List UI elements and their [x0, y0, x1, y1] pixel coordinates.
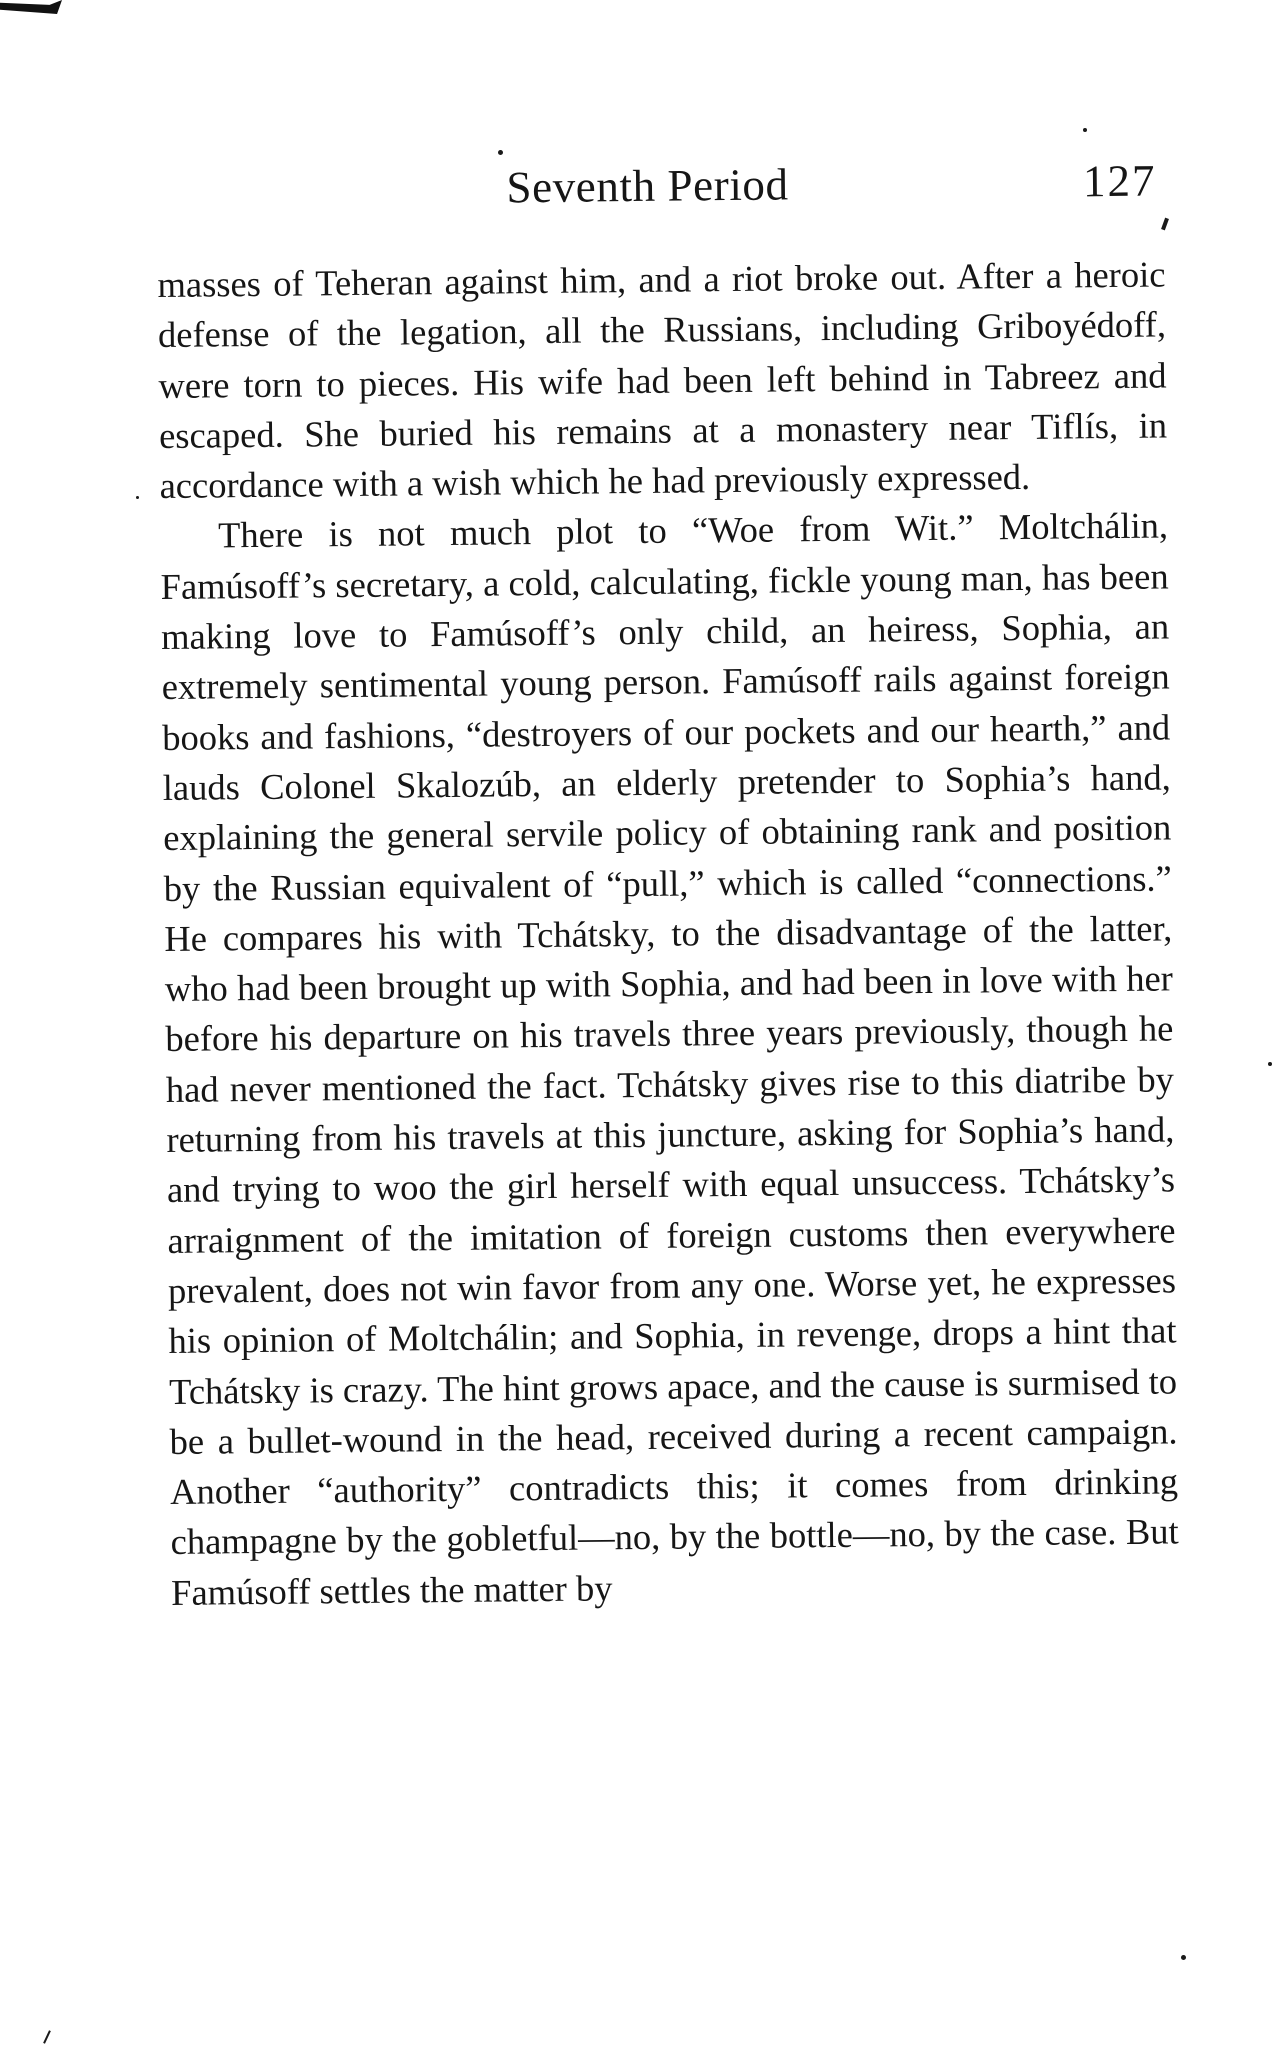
page-number: 127 — [1082, 155, 1157, 207]
scan-speck — [498, 150, 503, 155]
running-head: Seventh Period — [506, 159, 789, 213]
page-header — [156, 154, 1167, 225]
scan-speck — [136, 496, 139, 499]
body-text — [157, 249, 1179, 1617]
scan-speck — [1181, 1955, 1186, 1960]
paragraph-continuation: masses of Teheran against him, and a riot broke out. After a heroic defense of the legation, all the Russians, including Griboyédoff, were torn to pieces. His wife had been left behind in Tabreez and escaped. She buried his remains at a monastery near Tiflís, in accordance with a wish which he had previously expressed. — [157, 253, 1168, 507]
scan-speck — [1268, 1062, 1272, 1066]
scan-speck — [1083, 128, 1087, 132]
paragraph-plot-summary: There is not much plot to “Woe from Wit.” Moltchálin, Famúsoff’s secretary, a cold, calculating, fickle young man, has been making love to Famúsoff’s only child, an heiress, Sophia, an extremely sentimental young person. Famúsoff rails against foreign books and fashions, “destroyers of our pockets and our hearth,” and lauds Colonel Skalozúb, an elderly pretender to Sophia’s hand, explaining the general servile policy of obtaining rank and position by the Russian equivalent of “pull,” which is called “connections.” He compares his with Tchátsky, to the disadvantage of the latter, who had been brought up with Sophia, and had been in love with her before his departure on his travels three years previously, though he had never mentioned the fact. Tchátsky gives rise to this diatribe by returning from his travels at this juncture, asking for Sophia’s hand, and trying to woo the girl herself with equal unsuccess. Tchátsky’s arraignment of the imitation of foreign customs then everywhere prevalent, does not win favor from any one. Worse yet, he expresses his opinion of Moltchálin; and Sophia, in revenge, drops a hint that Tchátsky is crazy. The hint grows apace, and the cause is surmised to be a bullet-wound in the head, received during a recent campaign. Another “authority” contradicts this; it comes from drinking champagne by the gobletful—no, by the bottle—no, by the case. But Famúsoff settles the matter by — [160, 504, 1179, 1613]
